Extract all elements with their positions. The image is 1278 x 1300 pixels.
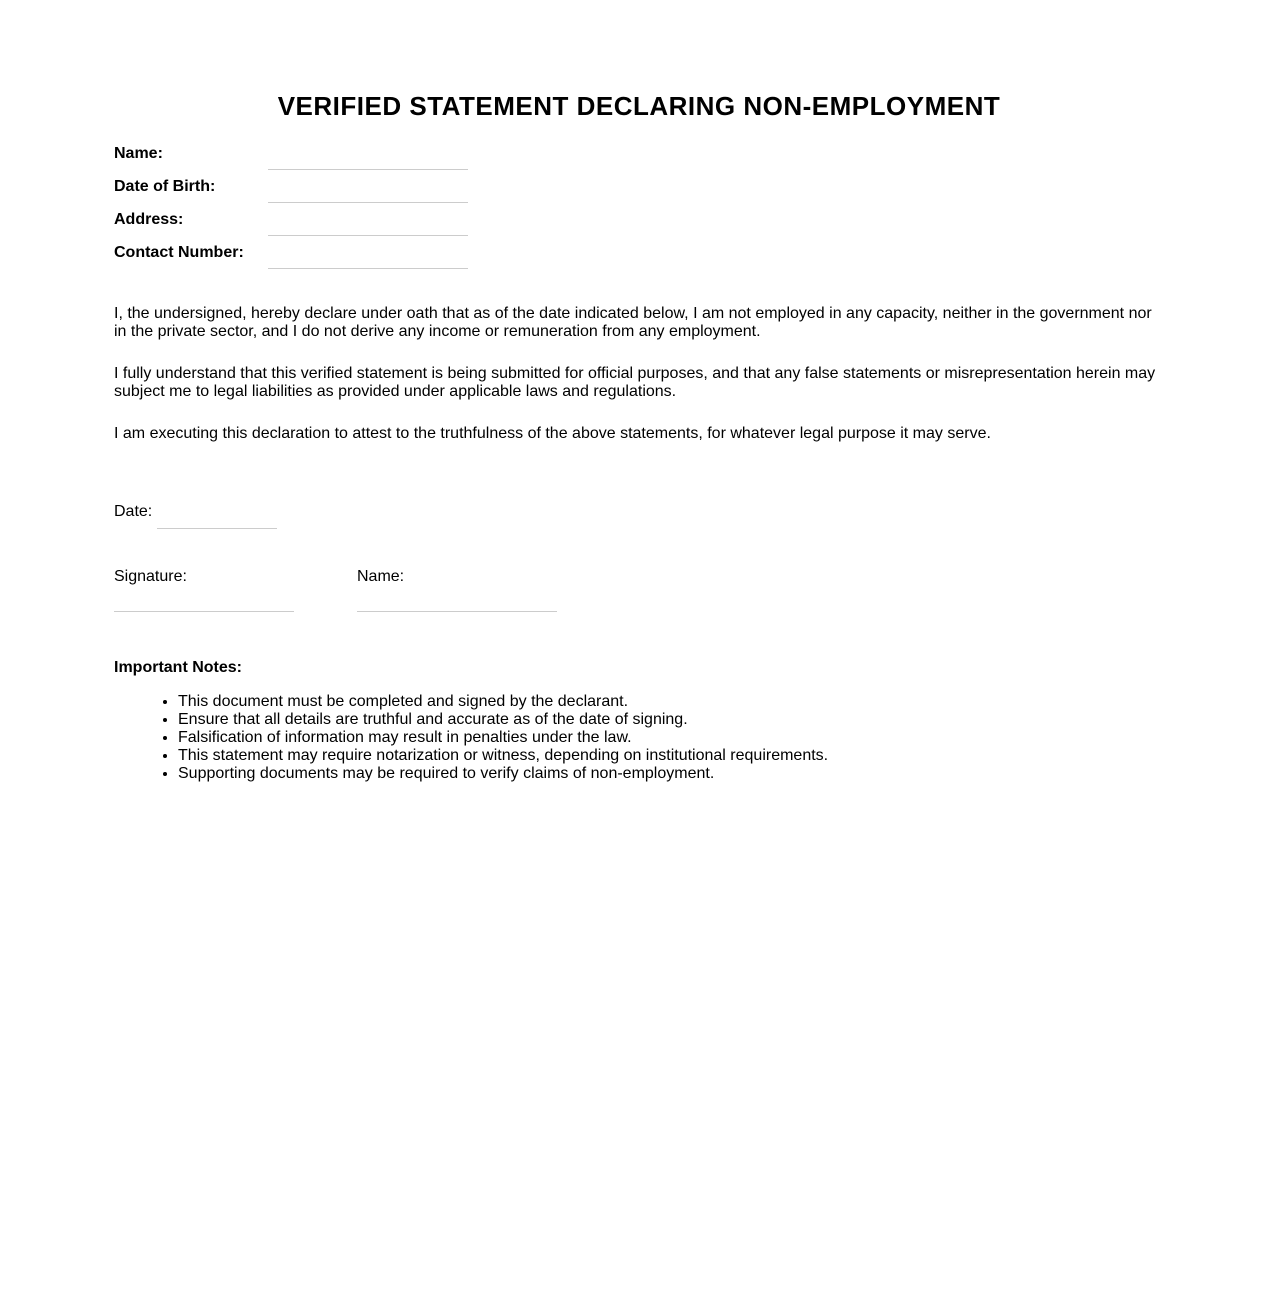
list-item: • This statement may require notarization or witness, depending on institutional requirements. [178,747,1158,765]
signature-block [114,568,294,612]
list-item: • Supporting documents may be required to verify claims of non-employment. [178,765,1158,783]
name-label: Name: [114,145,163,162]
field-row-date-of-birth [114,170,714,203]
contact-number-field[interactable] [268,236,468,269]
date-field[interactable] [157,495,277,529]
printed-name-block [357,568,557,612]
list-item: • This document must be completed and signed by the declarant. [178,693,1158,711]
field-row-address [114,203,714,236]
list-item: • Ensure that all details are truthful and accurate as of the date of signing. [178,711,1158,729]
document-title: VERIFIED STATEMENT DECLARING NON-EMPLOYMENT [277,91,1001,121]
date-row [114,495,514,529]
name-field[interactable] [268,137,468,170]
signature-label: Signature: [114,568,187,585]
declaration-body [114,305,1164,467]
contact-number-label: Contact Number: [114,244,244,261]
list-item: • Falsification of information may result in penalties under the law. [178,729,1158,747]
field-row-name [114,137,714,170]
date-label: Date: [114,503,153,520]
liability-paragraph: I fully understand that this verified statement is being submitted for official purposes, and that any false statements or misrepresentation herein may subject me to legal liabilities as provided under applicable laws and regulations. [114,365,1156,400]
date-of-birth-field[interactable] [268,170,468,203]
printed-name-label: Name: [357,568,405,585]
field-row-contact-number [114,236,714,269]
date-of-birth-label: Date of Birth: [114,178,216,195]
attestation-paragraph: I am executing this declaration to attest to the truthfulness of the above statements, for whatever legal purpose it may serve. [114,425,991,442]
notes-list [114,693,1158,783]
declaration-paragraph: I, the undersigned, hereby declare under oath that as of the date indicated below, I am not employed in any capacity, neither in the government nor in the private sector, and I do not derive any income or remuneration from any employment. [114,305,1152,340]
address-field[interactable] [268,203,468,236]
signature-field[interactable] [114,588,294,612]
printed-name-field[interactable] [357,588,557,612]
personal-info-fields [114,137,714,269]
address-label: Address: [114,211,184,228]
notes-heading: Important Notes: [114,659,242,676]
